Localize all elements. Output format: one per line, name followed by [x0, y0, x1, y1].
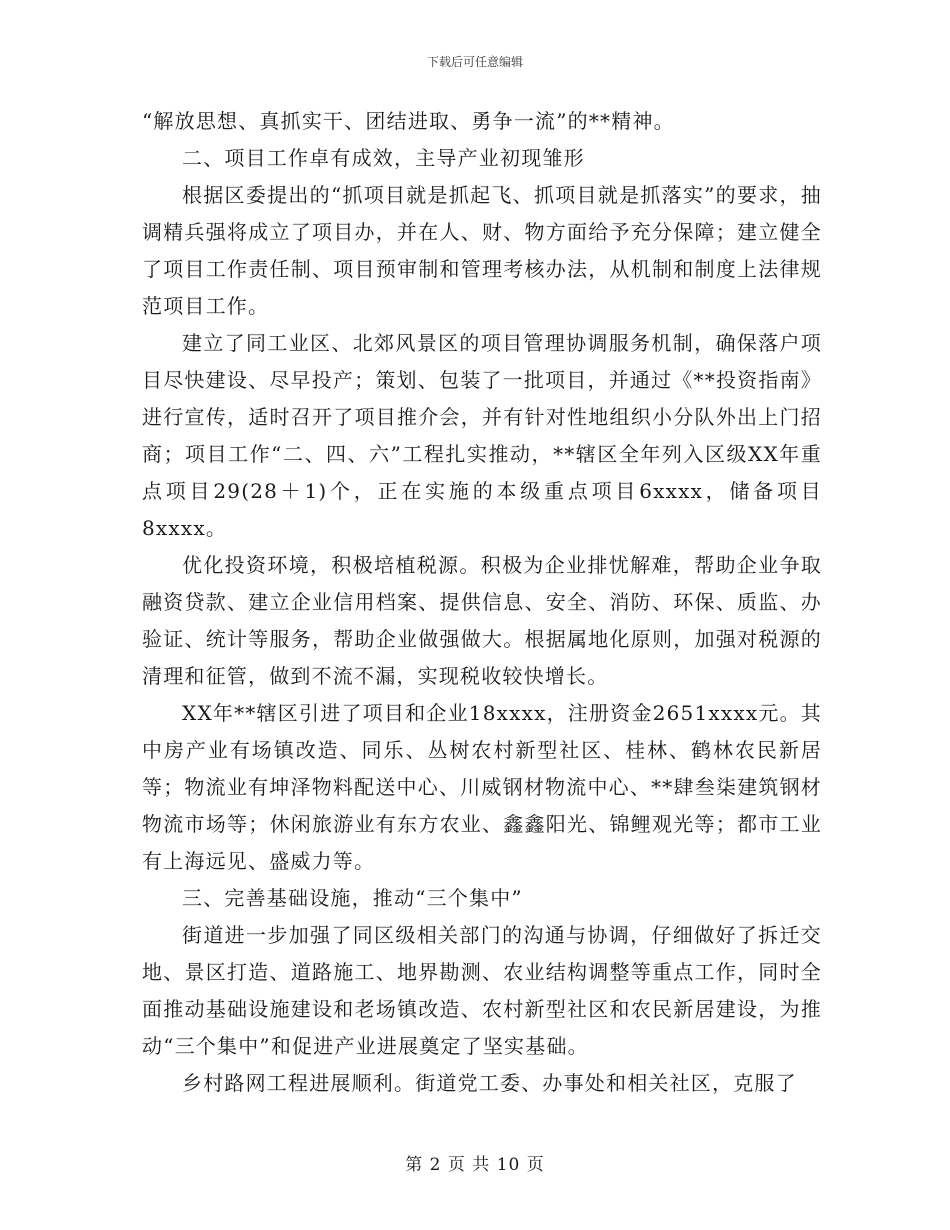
paragraph-9: 乡村路网工程进展顺利。街道党工委、办事处和相关社区，克服了 — [182, 1071, 797, 1095]
section-heading-2: 二、项目工作卓有成效，主导产业初现雏形 — [182, 146, 585, 170]
paragraph-6: XX年**辖区引进了项目和企业18xxxx，注册资金2651xxxx元。其中房产业有场镇改造、同乐、丛树农村新型社区、桂林、鹤林农民新居等；物流业有坤泽物料配送中心、川威钢材物流中心、**肆叁柒建筑钢材物流市场等；休闲旅游业有东方农业、鑫鑫阳光、锦鲤观光等；都市工业有上海远见、盛威力等。 — [142, 701, 822, 873]
paragraph-1: “解放思想、真抓实干、团结进取、勇争一流”的**精神。 — [142, 109, 675, 133]
section-heading-3: 三、完善基础设施，推动“三个集中” — [182, 886, 523, 910]
page-number: 第 2 页 共 10 页 — [405, 1155, 545, 1175]
paragraph-4: 建立了同工业区、北郊风景区的项目管理协调服务机制，确保落户项目尽快建设、尽早投产；策划、包装了一批项目，并通过《**投资指南》进行宣传，适时召开了项目推介会，并有针对性地组织小分队外出上门招商；项目工作“二、四、六”工程扎实推动，**辖区全年列入区级XX年重点项目29(28＋1)个，正在实施的本级重点项目6xxxx，储备项目8xxxx。 — [142, 331, 822, 540]
document-body — [142, 103, 822, 1102]
paragraph-3: 根据区委提出的“抓项目就是抓起飞、抓项目就是抓落实”的要求，抽调精兵强将成立了项目办，并在人、财、物方面给予充分保障；建立健全了项目工作责任制、项目预审制和管理考核办法，从机制和制度上法律规范项目工作。 — [142, 183, 822, 318]
page-header-note: 下载后可任意编辑 — [426, 55, 523, 69]
paragraph-8: 街道进一步加强了同区级相关部门的沟通与协调，仔细做好了拆迁交地、景区打造、道路施工、地界勘测、农业结构调整等重点工作，同时全面推动基础设施建设和老场镇改造、农村新型社区和农民新居建设，为推动“三个集中”和促进产业进展奠定了坚实基础。 — [142, 923, 822, 1058]
paragraph-5: 优化投资环境，积极培植税源。积极为企业排忧解难，帮助企业争取融资贷款、建立企业信用档案、提供信息、安全、消防、环保、质监、办验证、统计等服务，帮助企业做强做大。根据属地化原则，加强对税源的清理和征管，做到不流不漏，实现税收较快增长。 — [142, 553, 822, 688]
